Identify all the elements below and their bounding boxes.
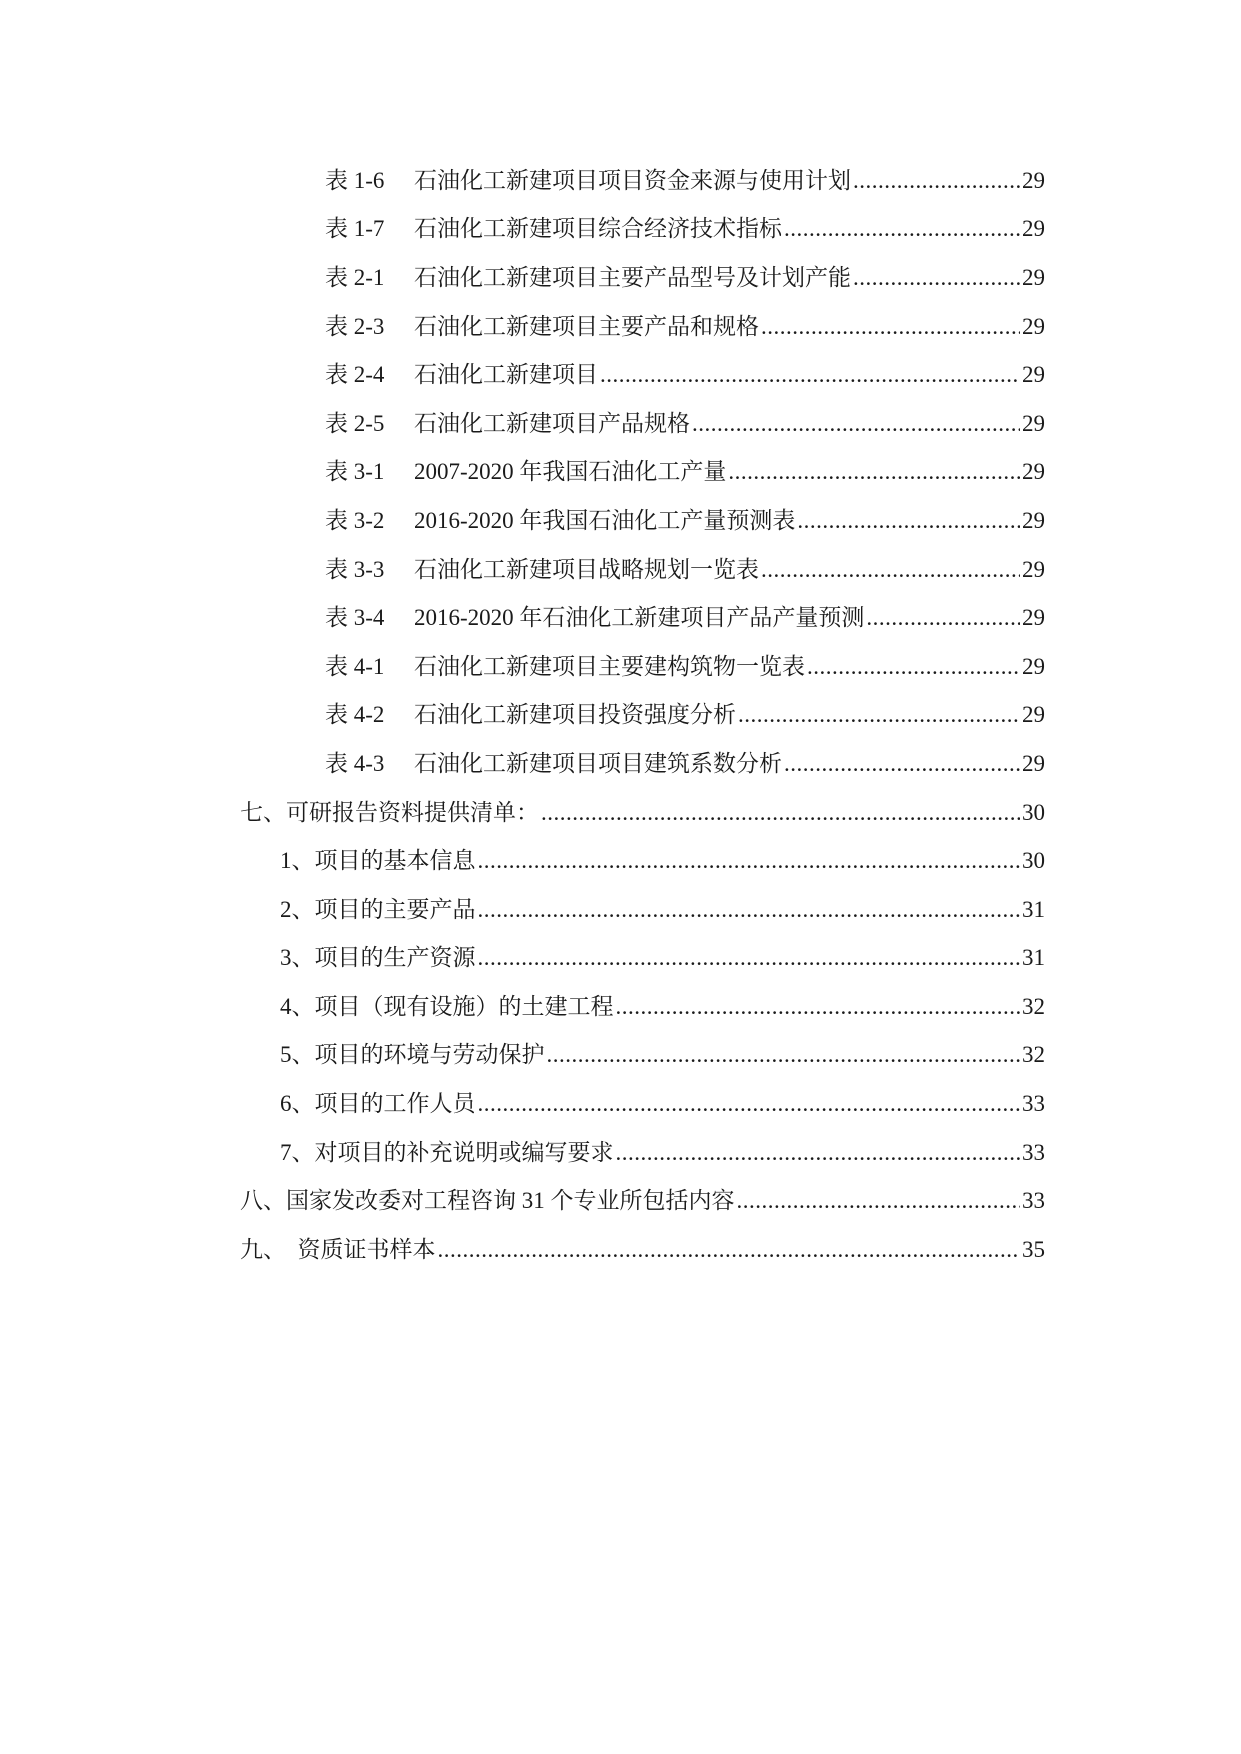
dot-leader xyxy=(478,897,1021,923)
toc-page-number: 32 xyxy=(1022,1042,1045,1068)
toc-entry-title: 2007-2020 年我国石油化工产量 xyxy=(414,459,727,485)
toc-page-number: 29 xyxy=(1022,410,1045,436)
toc-entry-title: 5、项目的环境与劳动保护 xyxy=(280,1042,545,1068)
toc-page-number: 29 xyxy=(1022,362,1045,388)
toc-section-9[interactable] xyxy=(0,1223,1241,1272)
dot-leader xyxy=(807,654,1020,680)
toc-entry-title: 6、项目的工作人员 xyxy=(280,1091,476,1117)
toc-page-number: 29 xyxy=(1022,605,1045,631)
toc-entry-title: 3、项目的生产资源 xyxy=(280,945,476,971)
toc-entry-title: 八、国家发改委对工程咨询 31 个专业所包括内容 xyxy=(240,1188,735,1214)
toc-table-number: 表 2-4 xyxy=(325,362,385,388)
toc-page-number: 32 xyxy=(1022,993,1045,1019)
toc-table-number: 表 3-3 xyxy=(325,556,385,582)
toc-page-number: 33 xyxy=(1022,1139,1045,1165)
toc-table-entry[interactable] xyxy=(0,543,1241,592)
toc-entry-title: 7、对项目的补充说明或编写要求 xyxy=(280,1139,614,1165)
toc-page-number: 29 xyxy=(1022,167,1045,193)
toc-table-number: 表 3-1 xyxy=(325,459,385,485)
dot-leader xyxy=(853,168,1020,194)
dot-leader xyxy=(797,508,1020,534)
toc-entry-title: 石油化工新建项目投资强度分析 xyxy=(414,702,736,728)
toc-entry-title: 2016-2020 年我国石油化工产量预测表 xyxy=(414,507,796,533)
toc-table-number: 表 3-2 xyxy=(325,507,385,533)
toc-entry-title: 九、 资质证书样本 xyxy=(240,1236,436,1262)
toc-section-8[interactable] xyxy=(0,1174,1241,1223)
dot-leader xyxy=(784,751,1020,777)
toc-page-number: 35 xyxy=(1022,1236,1045,1262)
toc-table-number: 表 2-1 xyxy=(325,264,385,290)
toc-table-entry[interactable] xyxy=(0,689,1241,738)
dot-leader xyxy=(784,216,1020,242)
toc-entry-title: 石油化工新建项目战略规划一览表 xyxy=(414,556,759,582)
dot-leader xyxy=(478,848,1021,874)
dot-leader xyxy=(761,557,1020,583)
dot-leader xyxy=(866,605,1020,631)
dot-leader xyxy=(478,945,1021,971)
toc-table-entry[interactable] xyxy=(0,591,1241,640)
dot-leader xyxy=(728,459,1020,485)
toc-page-number: 29 xyxy=(1022,556,1045,582)
toc-entry-title: 2、项目的主要产品 xyxy=(280,896,476,922)
dot-leader xyxy=(761,314,1020,340)
toc-table-entry[interactable] xyxy=(0,397,1241,446)
dot-leader xyxy=(616,994,1021,1020)
toc-page-number: 29 xyxy=(1022,507,1045,533)
toc-page-number: 29 xyxy=(1022,264,1045,290)
toc-table-entry[interactable] xyxy=(0,154,1241,203)
toc-page-number: 29 xyxy=(1022,702,1045,728)
toc-entry-title: 石油化工新建项目综合经济技术指标 xyxy=(414,216,782,242)
dot-leader xyxy=(600,362,1020,388)
dot-leader xyxy=(616,1140,1021,1166)
toc-table-entry[interactable] xyxy=(0,446,1241,495)
toc-item-entry[interactable] xyxy=(0,1126,1241,1175)
toc-entry-title: 石油化工新建项目产品规格 xyxy=(414,410,690,436)
table-of-contents xyxy=(0,154,1241,1272)
toc-entry-title: 4、项目（现有设施）的土建工程 xyxy=(280,993,614,1019)
toc-page-number: 29 xyxy=(1022,459,1045,485)
toc-entry-title: 石油化工新建项目主要建构筑物一览表 xyxy=(414,653,805,679)
toc-entry-title: 1、项目的基本信息 xyxy=(280,848,476,874)
toc-item-entry[interactable] xyxy=(0,1077,1241,1126)
toc-page-number: 29 xyxy=(1022,216,1045,242)
dot-leader xyxy=(478,1091,1021,1117)
toc-table-number: 表 4-2 xyxy=(325,702,385,728)
toc-page-number: 30 xyxy=(1022,799,1045,825)
toc-item-entry[interactable] xyxy=(0,834,1241,883)
toc-page-number: 31 xyxy=(1022,896,1045,922)
dot-leader xyxy=(547,1042,1021,1068)
toc-table-number: 表 4-1 xyxy=(325,653,385,679)
toc-table-entry[interactable] xyxy=(0,640,1241,689)
toc-page-number: 30 xyxy=(1022,848,1045,874)
toc-item-entry[interactable] xyxy=(0,883,1241,932)
dot-leader xyxy=(738,702,1020,728)
toc-section-7[interactable] xyxy=(0,786,1241,835)
toc-page-number: 33 xyxy=(1022,1091,1045,1117)
toc-table-number: 表 1-7 xyxy=(325,216,385,242)
toc-entry-title: 石油化工新建项目 xyxy=(414,362,598,388)
toc-entry-title: 七、可研报告资料提供清单： xyxy=(240,799,539,825)
toc-table-number: 表 2-3 xyxy=(325,313,385,339)
toc-entry-title: 石油化工新建项目主要产品和规格 xyxy=(414,313,759,339)
toc-item-entry[interactable] xyxy=(0,1029,1241,1078)
toc-table-entry[interactable] xyxy=(0,348,1241,397)
toc-page-number: 29 xyxy=(1022,750,1045,776)
dot-leader xyxy=(853,265,1020,291)
toc-table-entry[interactable] xyxy=(0,300,1241,349)
toc-entry-title: 石油化工新建项目项目资金来源与使用计划 xyxy=(414,167,851,193)
toc-item-entry[interactable] xyxy=(0,932,1241,981)
toc-page-number: 33 xyxy=(1022,1188,1045,1214)
toc-table-number: 表 3-4 xyxy=(325,605,385,631)
dot-leader xyxy=(438,1237,1021,1263)
toc-table-entry[interactable] xyxy=(0,494,1241,543)
toc-page-number: 31 xyxy=(1022,945,1045,971)
dot-leader xyxy=(737,1188,1021,1214)
toc-entry-title: 石油化工新建项目主要产品型号及计划产能 xyxy=(414,264,851,290)
toc-entry-title: 石油化工新建项目项目建筑系数分析 xyxy=(414,750,782,776)
toc-page-number: 29 xyxy=(1022,313,1045,339)
toc-table-entry[interactable] xyxy=(0,203,1241,252)
toc-table-entry[interactable] xyxy=(0,737,1241,786)
toc-page-number: 29 xyxy=(1022,653,1045,679)
toc-item-entry[interactable] xyxy=(0,980,1241,1029)
toc-table-number: 表 4-3 xyxy=(325,750,385,776)
toc-table-number: 表 2-5 xyxy=(325,410,385,436)
dot-leader xyxy=(692,411,1020,437)
dot-leader xyxy=(541,800,1020,826)
toc-entry-title: 2016-2020 年石油化工新建项目产品产量预测 xyxy=(414,605,865,631)
toc-table-entry[interactable] xyxy=(0,251,1241,300)
toc-table-number: 表 1-6 xyxy=(325,167,385,193)
